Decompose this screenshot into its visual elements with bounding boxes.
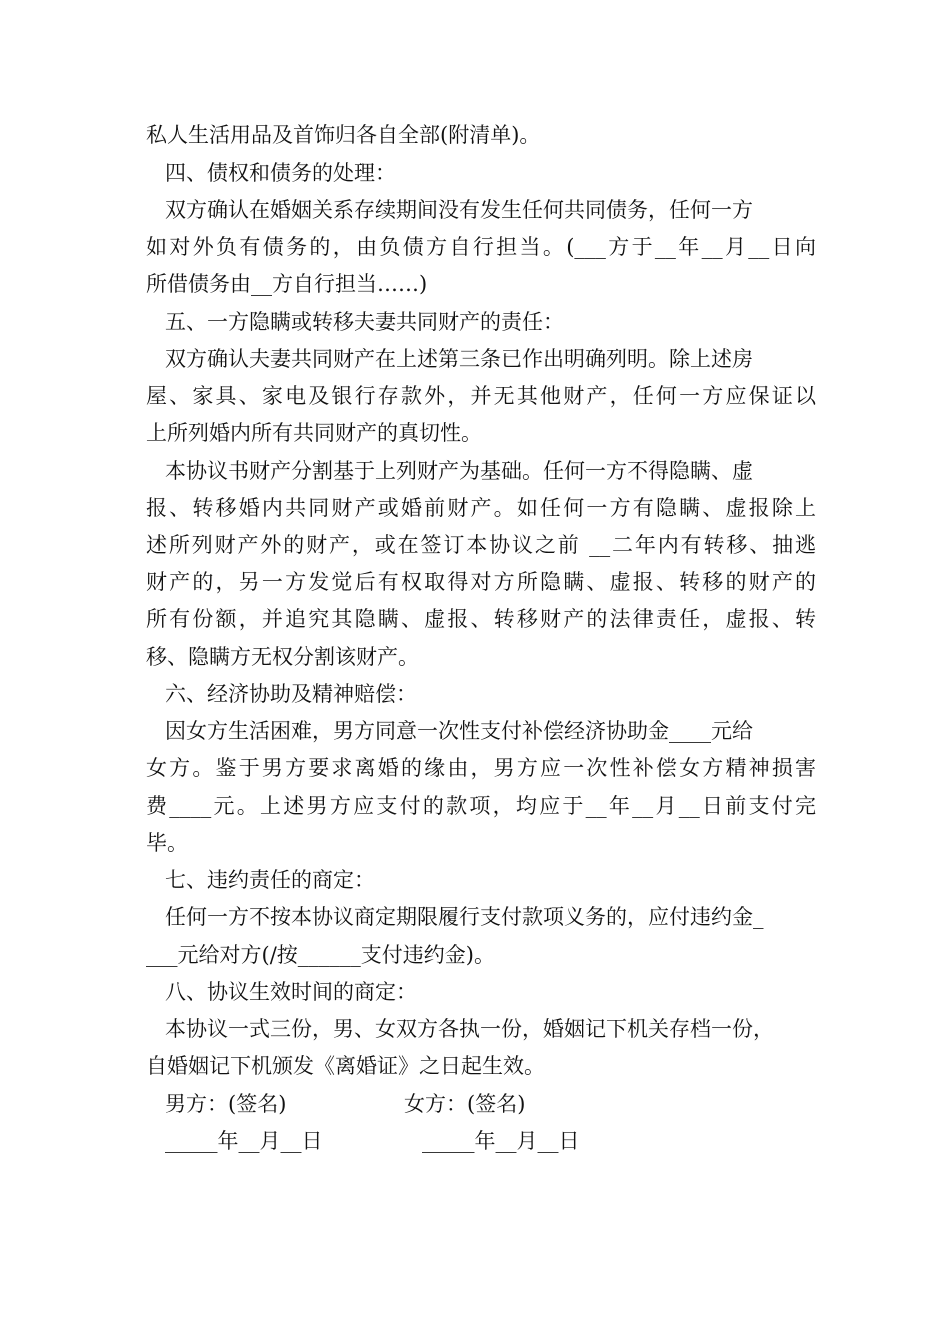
female-signature-date: _____年__月__日 (422, 1129, 580, 1153)
paragraph-line: 移、隐瞒方无权分割该财产。 (146, 645, 419, 669)
section-heading-4: 四、债权和债务的处理： (165, 161, 396, 185)
paragraph-line: 双方确认夫妻共同财产在上述第三条已作出明确列明。除上述房 (165, 347, 753, 371)
paragraph-line: 女方。鉴于男方要求离婚的缘由，男方应一次性补偿女方精神损害 (146, 756, 816, 780)
paragraph-line: 本协议一式三份，男、女双方各执一份，婚姻记下机关存档一份， (165, 1017, 774, 1041)
paragraph-line: 本协议书财产分割基于上列财产为基础。任何一方不得隐瞒、虚 (165, 459, 753, 483)
section-heading-7: 七、违约责任的商定： (165, 868, 375, 892)
paragraph-line: 任何一方不按本协议商定期限履行支付款项义务的，应付违约金_ (165, 905, 764, 929)
paragraph-line: 所有份额，并追究其隐瞒、虚报、转移财产的法律责任，虚报、转 (146, 607, 816, 631)
paragraph-line: 报、转移婚内共同财产或婚前财产。如任何一方有隐瞒、虚报除上 (146, 496, 816, 520)
paragraph-line: 屋、家具、家电及银行存款外，并无其他财产，任何一方应保证以 (146, 384, 816, 408)
paragraph-line: 毕。 (146, 831, 188, 855)
paragraph-line: 因女方生活困难，男方同意一次性支付补偿经济协助金____元给 (165, 719, 753, 743)
section-heading-5: 五、一方隐瞒或转移夫妻共同财产的责任： (165, 310, 564, 334)
paragraph-line: 所借债务由__方自行担当……) (146, 272, 428, 296)
paragraph-line: 述所列财产外的财产，或在签订本协议之前 __二年内有转移、抽逃 (146, 533, 816, 557)
paragraph-line: 私人生活用品及首饰归各自全部(附清单)。 (146, 123, 541, 147)
paragraph-line: 费____元。上述男方应支付的款项，均应于__年__月__日前支付完 (146, 794, 816, 818)
section-heading-8: 八、协议生效时间的商定： (165, 980, 417, 1004)
paragraph-line: 财产的，另一方发觉后有权取得对方所隐瞒、虚报、转移的财产的 (146, 570, 816, 594)
paragraph-line: 双方确认在婚姻关系存续期间没有发生任何共同债务，任何一方 (165, 198, 753, 222)
female-signature-label: 女方：(签名) (404, 1092, 526, 1116)
paragraph-line: ___元给对方(/按______支付违约金)。 (146, 943, 495, 967)
male-signature-date: _____年__月__日 (165, 1129, 323, 1153)
section-heading-6: 六、经济协助及精神赔偿： (165, 682, 417, 706)
paragraph-line: 自婚姻记下机颁发《离婚证》之日起生效。 (146, 1054, 545, 1078)
male-signature-label: 男方：(签名) (165, 1092, 287, 1116)
paragraph-line: 如对外负有债务的，由负债方自行担当。(___方于__年__月__日向 (146, 235, 816, 259)
paragraph-line: 上所列婚内所有共同财产的真切性。 (146, 421, 482, 445)
